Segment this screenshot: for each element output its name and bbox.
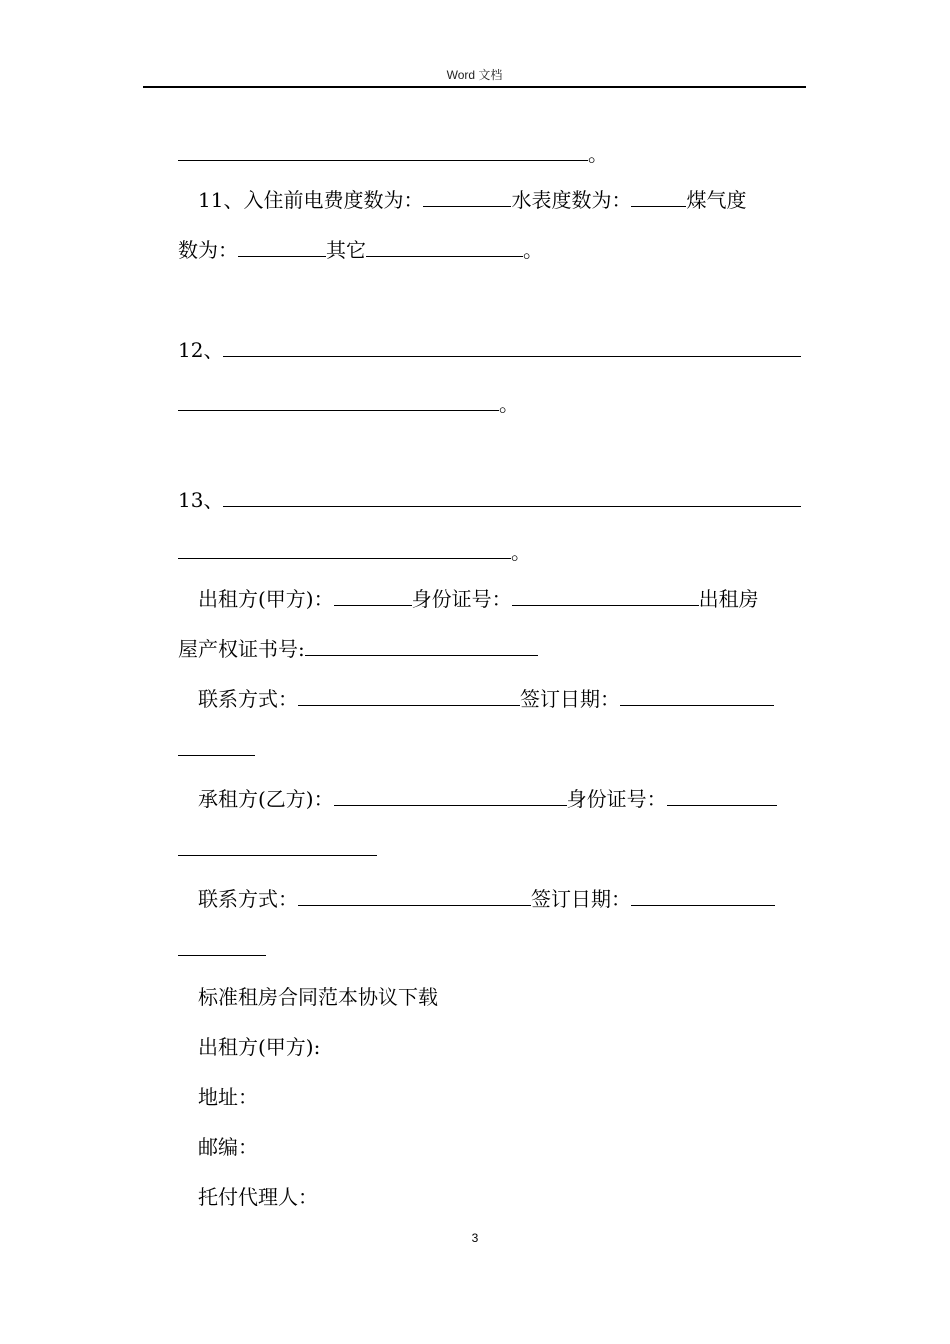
landlord-heading: 出租方(甲方): — [198, 1035, 321, 1059]
blank-line — [178, 935, 266, 956]
other-label: 其它 — [326, 238, 366, 262]
sign-date-blank — [631, 885, 775, 906]
contact-blank — [298, 685, 520, 706]
agent-label: 托付代理人： — [198, 1185, 318, 1209]
header-rule — [143, 86, 806, 88]
blank-line — [178, 735, 255, 756]
paragraph-line — [178, 486, 801, 514]
electricity-blank — [423, 186, 511, 207]
sign-date-blank — [620, 685, 774, 706]
line-end: 。 — [499, 392, 519, 416]
blank-line — [178, 140, 588, 161]
sign-date-label: 签订日期： — [520, 687, 620, 711]
tenant-label: 承租方(乙方)： — [198, 787, 334, 811]
blank-line — [178, 538, 511, 559]
id-number-blank — [667, 785, 777, 806]
line-end: 。 — [511, 540, 531, 564]
tenant-blank — [334, 785, 567, 806]
paragraph-line — [198, 685, 774, 713]
paragraph-line — [178, 140, 608, 168]
section-title: 标准租房合同范本协议下载 — [198, 985, 438, 1009]
landlord-blank — [334, 585, 412, 606]
paragraph-line — [178, 390, 519, 418]
paragraph-line — [178, 735, 255, 763]
gas-reading-label-cont: 数为： — [178, 238, 238, 262]
paragraph-line — [198, 785, 777, 813]
paragraph-line — [178, 538, 531, 566]
page-number: 3 — [471, 1231, 479, 1245]
paragraph-line — [178, 835, 377, 863]
contact-blank — [298, 885, 531, 906]
blank-line — [178, 390, 499, 411]
gas-reading-label: 煤气度 — [686, 188, 747, 212]
id-number-label: 身份证号： — [411, 587, 512, 611]
page-header: Word 文档 — [446, 68, 503, 82]
paragraph-line — [198, 186, 746, 214]
id-number-blank — [512, 585, 699, 606]
water-reading-label: 水表度数为： — [511, 188, 632, 212]
property-cert-blank — [305, 635, 538, 656]
contact-label: 联系方式： — [198, 887, 298, 911]
address-label: 地址： — [198, 1085, 258, 1109]
rental-property-label: 出租房 — [698, 587, 759, 611]
paragraph-line — [198, 585, 759, 613]
water-blank — [631, 186, 686, 207]
paragraph-line — [178, 935, 266, 963]
paragraph-line — [178, 635, 538, 663]
id-number-label: 身份证号： — [566, 787, 667, 811]
clause-number: 13、 — [178, 488, 224, 512]
sign-date-label: 签订日期： — [531, 887, 631, 911]
line-end: 。 — [588, 142, 608, 166]
gas-blank — [238, 236, 326, 257]
electricity-reading-label: 11、入住前电费度数为： — [198, 188, 424, 212]
postcode-label: 邮编： — [198, 1135, 258, 1159]
contact-label: 联系方式： — [198, 687, 298, 711]
paragraph-line — [178, 336, 801, 364]
blank-line — [223, 486, 801, 507]
blank-line — [178, 835, 377, 856]
landlord-label: 出租方(甲方)： — [198, 587, 334, 611]
paragraph-line — [198, 885, 775, 913]
line-end: 。 — [523, 238, 543, 262]
clause-number: 12、 — [178, 338, 224, 362]
blank-line — [223, 336, 801, 357]
paragraph-line — [178, 236, 543, 264]
other-blank — [366, 236, 523, 257]
property-cert-label: 屋产权证书号: — [178, 637, 305, 661]
